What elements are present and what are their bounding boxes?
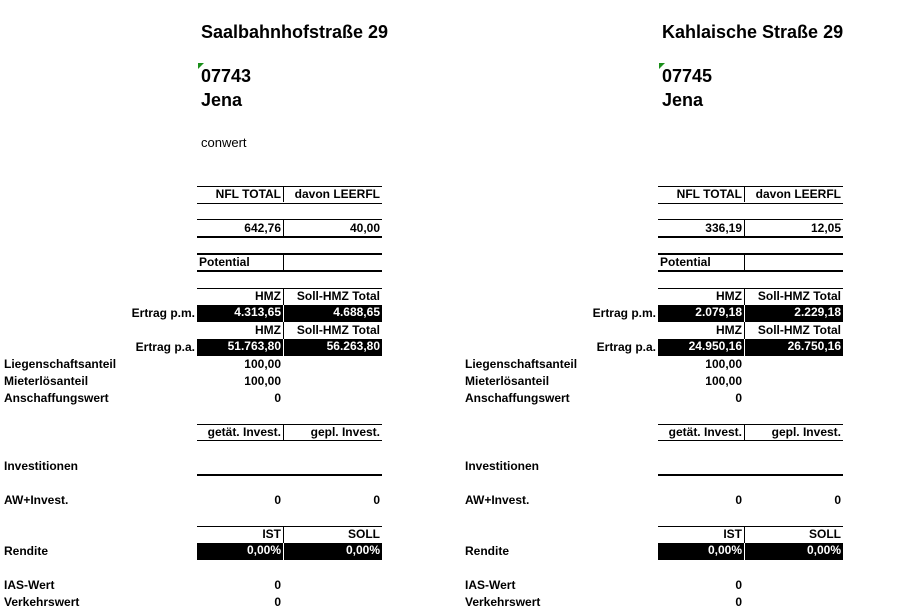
ist-header: IST [262, 527, 281, 541]
divider [744, 186, 745, 202]
divider [744, 322, 745, 339]
rendite-ist-value: 0,00% [658, 543, 744, 560]
aw-invest-label: AW+Invest. [4, 493, 69, 507]
leerfl-value: 12,05 [810, 221, 841, 235]
nfl-total-value: 642,76 [244, 221, 281, 235]
divider [197, 270, 382, 272]
divider [283, 288, 284, 305]
hmz-header: HMZ [716, 289, 742, 303]
owner: conwert [201, 135, 247, 150]
street-title: Saalbahnhofstraße 29 [201, 22, 389, 42]
anschaffungswert-label: Anschaffungswert [4, 391, 109, 405]
nfl-total-value: 336,19 [705, 221, 742, 235]
anschaffungswert-label: Anschaffungswert [465, 391, 570, 405]
divider [658, 440, 843, 441]
liegenschaftsanteil-label: Liegenschaftsanteil [465, 357, 578, 371]
aw-invest-value-2: 0 [834, 493, 841, 507]
divider [658, 219, 843, 220]
divider [744, 254, 745, 270]
divider [283, 220, 284, 236]
divider [197, 474, 382, 476]
mieterloesanteil-label: Mieterlösanteil [465, 374, 550, 388]
potential-label: Potential [660, 255, 711, 269]
aw-invest-value-2: 0 [373, 493, 380, 507]
mieterloesanteil-value: 100,00 [244, 374, 281, 388]
rendite-soll-value: 0,00% [284, 543, 382, 560]
ertrag-pa-hmz: 51.763,80 [197, 339, 283, 356]
soll-hmz-header: Soll-HMZ Total [296, 289, 380, 303]
leerfl-header: davon LEERFL [294, 187, 380, 201]
hmz-header: HMZ [255, 289, 281, 303]
ertrag-pm-hmz: 4.313,65 [197, 305, 283, 322]
street-title: Kahlaische Straße 29 [662, 22, 844, 42]
divider [744, 526, 745, 543]
gepl-invest-header: gepl. Invest. [771, 425, 841, 439]
liegenschaftsanteil-value: 100,00 [244, 357, 281, 371]
anschaffungswert-value: 0 [735, 391, 742, 405]
soll-header: SOLL [348, 527, 380, 541]
mieterloesanteil-label: Mieterlösanteil [4, 374, 89, 388]
ertrag-pm-soll: 4.688,65 [284, 305, 382, 322]
gepl-invest-header: gepl. Invest. [310, 425, 380, 439]
hmz-header: HMZ [255, 323, 281, 337]
nfl-total-header: NFL TOTAL [676, 187, 742, 201]
mieterloesanteil-value: 100,00 [705, 374, 742, 388]
divider [283, 186, 284, 202]
soll-header: SOLL [809, 527, 841, 541]
ias-wert-label: IAS-Wert [4, 578, 55, 592]
divider [744, 220, 745, 236]
getaet-invest-header: getät. Invest. [668, 425, 742, 439]
ertrag-pm-soll: 2.229,18 [745, 305, 843, 322]
divider [283, 526, 284, 543]
ertrag-pm-hmz: 2.079,18 [658, 305, 744, 322]
ias-wert-value: 0 [274, 578, 281, 592]
rendite-ist-value: 0,00% [197, 543, 283, 560]
zip-code: 07743 [201, 66, 252, 86]
divider [283, 254, 284, 270]
divider [197, 219, 382, 220]
verkehrswert-value: 0 [274, 595, 281, 609]
city: Jena [662, 90, 704, 110]
aw-invest-value-1: 0 [274, 493, 281, 507]
ertrag-pa-label: Ertrag p.a. [135, 340, 195, 354]
aw-invest-value-1: 0 [735, 493, 742, 507]
soll-hmz-header: Soll-HMZ Total [757, 289, 841, 303]
verkehrswert-label: Verkehrswert [4, 595, 80, 609]
ertrag-pa-soll: 56.263,80 [284, 339, 382, 356]
anschaffungswert-value: 0 [274, 391, 281, 405]
divider [197, 203, 382, 204]
hmz-header: HMZ [716, 323, 742, 337]
ertrag-pa-soll: 26.750,16 [745, 339, 843, 356]
verkehrswert-label: Verkehrswert [465, 595, 541, 609]
ertrag-pa-hmz: 24.950,16 [658, 339, 744, 356]
zip-code: 07745 [662, 66, 713, 86]
soll-hmz-header: Soll-HMZ Total [296, 323, 380, 337]
divider [283, 322, 284, 339]
ertrag-pm-label: Ertrag p.m. [131, 306, 195, 320]
rendite-label: Rendite [465, 544, 510, 558]
ertrag-pm-label: Ertrag p.m. [592, 306, 656, 320]
ist-header: IST [723, 527, 742, 541]
liegenschaftsanteil-label: Liegenschaftsanteil [4, 357, 117, 371]
nfl-total-header: NFL TOTAL [215, 187, 281, 201]
rendite-label: Rendite [4, 544, 49, 558]
divider [197, 440, 382, 441]
liegenschaftsanteil-value: 100,00 [705, 357, 742, 371]
divider [744, 424, 745, 440]
investitionen-label: Investitionen [4, 459, 79, 473]
rendite-soll-value: 0,00% [745, 543, 843, 560]
ias-wert-label: IAS-Wert [465, 578, 516, 592]
ertrag-pa-label: Ertrag p.a. [596, 340, 656, 354]
potential-label: Potential [199, 255, 250, 269]
investitionen-label: Investitionen [465, 459, 540, 473]
leerfl-header: davon LEERFL [755, 187, 841, 201]
leerfl-value: 40,00 [349, 221, 380, 235]
divider [197, 236, 382, 238]
getaet-invest-header: getät. Invest. [207, 425, 281, 439]
ias-wert-value: 0 [735, 578, 742, 592]
city: Jena [201, 90, 243, 110]
divider [658, 236, 843, 238]
verkehrswert-value: 0 [735, 595, 742, 609]
soll-hmz-header: Soll-HMZ Total [757, 323, 841, 337]
aw-invest-label: AW+Invest. [465, 493, 530, 507]
divider [658, 474, 843, 476]
divider [658, 203, 843, 204]
divider [283, 424, 284, 440]
divider [658, 270, 843, 272]
divider [744, 288, 745, 305]
